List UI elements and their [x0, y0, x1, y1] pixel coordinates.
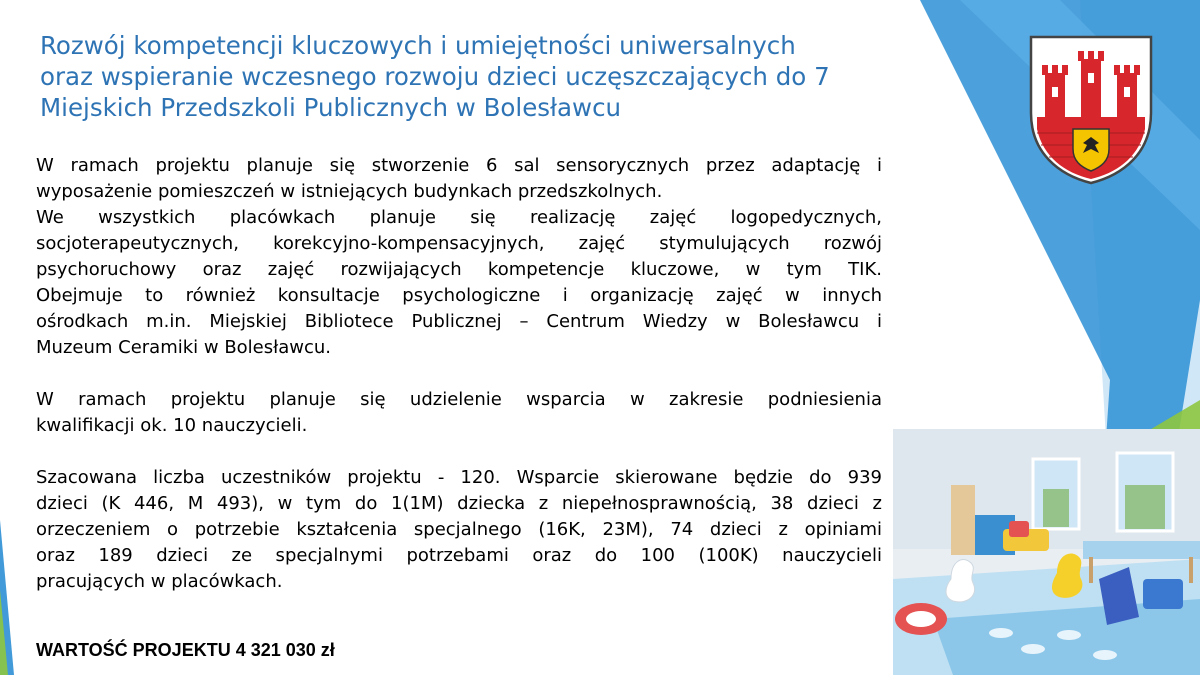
main-text — [36, 153, 882, 595]
text-line: psychoruchowy oraz zajęć rozwijających kompetencje kluczowe, w tym TIK. — [36, 259, 882, 280]
title-line: oraz wspieranie wczesnego rozwoju dzieci uczęszczających do 7 — [40, 62, 830, 91]
text-line: W ramach projektu planuje się udzielenie wsparcia w zakresie podniesienia — [36, 389, 882, 410]
text-line: socjoterapeutycznych, korekcyjno-kompensacyjnych, zajęć stymulujących rozwój — [36, 233, 882, 254]
text-line: orzeczeniem o potrzebie kształcenia specjalnego (16K, 23M), 74 dzieci z opiniami — [36, 519, 882, 540]
text-line: pracujących w placówkach. — [36, 571, 283, 592]
text-line: Muzeum Ceramiki w Bolesławcu. — [36, 337, 332, 358]
text-line: Szacowana liczba uczestników projektu - 120. Wsparcie skierowane będzie do 939 — [36, 467, 882, 488]
text-line: We wszystkich placówkach planuje się realizację zajęć logopedycznych, — [36, 207, 882, 228]
coat-of-arms-logo — [1027, 33, 1155, 185]
text-line: wyposażenie pomieszczeń w istniejących budynkach przedszkolnych. — [36, 181, 663, 202]
text-line: W ramach projektu planuje się stworzenie 6 sal sensorycznych przez adaptację i — [36, 155, 882, 176]
text-line: oraz 189 dzieci ze specjalnymi potrzebami oraz do 100 (100K) nauczycieli — [36, 545, 882, 566]
page-title — [40, 30, 920, 123]
classroom-photo — [893, 429, 1200, 675]
title-line: Miejskich Przedszkoli Publicznych w Bolesławcu — [40, 93, 622, 122]
text-line: ośrodkach m.in. Miejskiej Bibliotece Publicznej – Centrum Wiedzy w Bolesławcu i — [36, 311, 882, 332]
project-value: WARTOŚĆ PROJEKTU 4 321 030 zł — [36, 640, 335, 660]
title-line: Rozwój kompetencji kluczowych i umiejętności uniwersalnych — [40, 31, 796, 60]
text-line: kwalifikacji ok. 10 nauczycieli. — [36, 415, 308, 436]
text-line: Obejmuje to również konsultacje psychologiczne i organizację zajęć w innych — [36, 285, 882, 306]
text-line: dzieci (K 446, M 493), w tym do 1(1M) dziecka z niepełnosprawnością, 38 dzieci z — [36, 493, 882, 514]
